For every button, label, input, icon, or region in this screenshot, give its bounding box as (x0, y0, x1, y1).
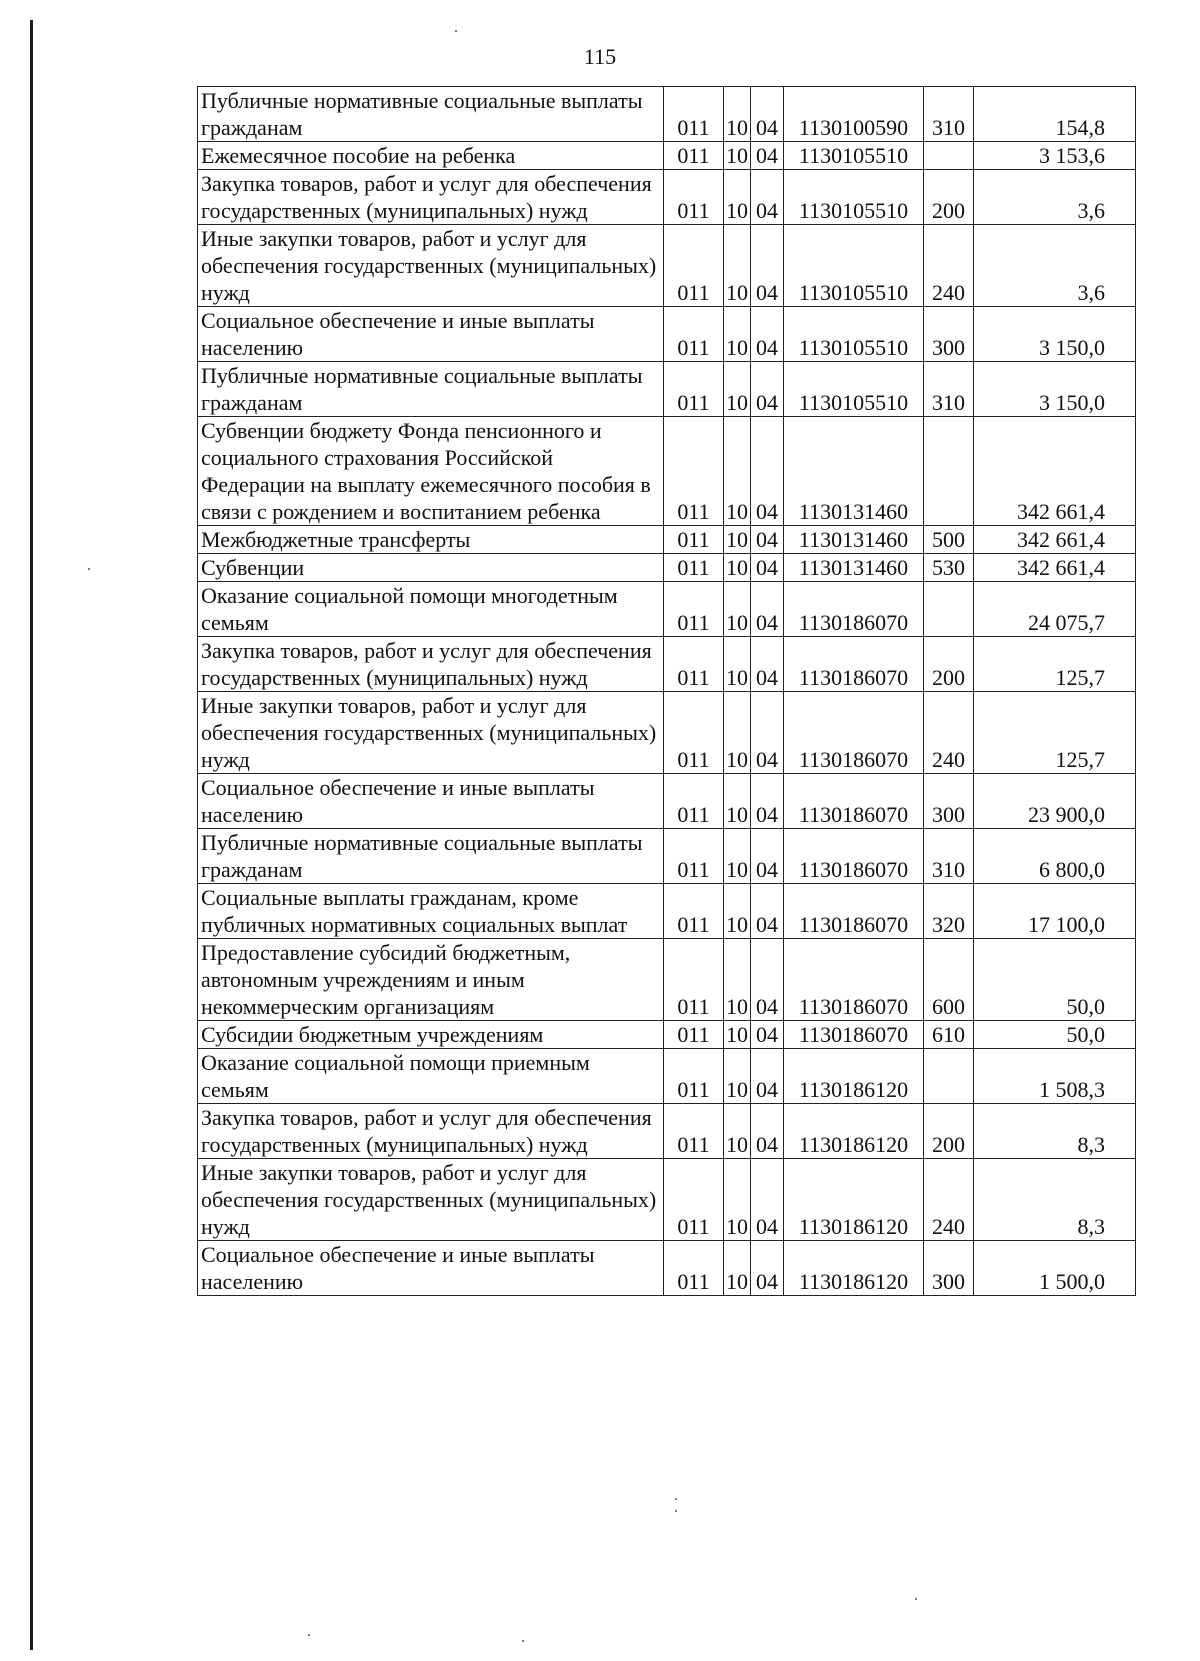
row-expense-type: 310 (924, 829, 974, 884)
row-name: Субвенции (198, 554, 664, 582)
row-target-article: 1130186070 (784, 774, 924, 829)
row-amount: 50,0 (974, 1021, 1136, 1049)
row-name: Закупка товаров, работ и услуг для обеспечения государственных (муниципальных) нужд (198, 637, 664, 692)
scan-speck (675, 1510, 677, 1512)
row-subsection-code: 04 (751, 692, 784, 774)
row-subsection-code: 04 (751, 939, 784, 1021)
row-section-code: 10 (724, 1159, 751, 1241)
row-expense-type: 240 (924, 225, 974, 307)
row-subsection-code: 04 (751, 1049, 784, 1104)
table-row (198, 170, 1136, 225)
row-amount: 3 153,6 (974, 142, 1136, 170)
row-target-article: 1130186070 (784, 637, 924, 692)
table-row (198, 1159, 1136, 1241)
row-name: Оказание социальной помощи многодетным семьям (198, 582, 664, 637)
row-name: Ежемесячное пособие на ребенка (198, 142, 664, 170)
row-expense-type: 500 (924, 526, 974, 554)
row-amount: 154,8 (974, 87, 1136, 142)
row-expense-type (924, 582, 974, 637)
row-amount: 125,7 (974, 692, 1136, 774)
row-expense-type (924, 417, 974, 526)
table-row (198, 939, 1136, 1021)
row-expense-type: 320 (924, 884, 974, 939)
row-subsection-code: 04 (751, 225, 784, 307)
row-ministry-code: 011 (664, 829, 724, 884)
row-section-code: 10 (724, 554, 751, 582)
row-ministry-code: 011 (664, 637, 724, 692)
row-ministry-code: 011 (664, 884, 724, 939)
row-amount: 3 150,0 (974, 362, 1136, 417)
scan-speck (88, 568, 90, 570)
row-name: Социальное обеспечение и иные выплаты населению (198, 1241, 664, 1296)
table-row (198, 637, 1136, 692)
row-expense-type: 610 (924, 1021, 974, 1049)
table-row (198, 417, 1136, 526)
row-amount: 1 500,0 (974, 1241, 1136, 1296)
row-subsection-code: 04 (751, 554, 784, 582)
row-ministry-code: 011 (664, 554, 724, 582)
row-ministry-code: 011 (664, 1021, 724, 1049)
row-amount: 24 075,7 (974, 582, 1136, 637)
row-subsection-code: 04 (751, 307, 784, 362)
row-target-article: 1130186070 (784, 692, 924, 774)
scan-speck (455, 30, 457, 32)
table-row (198, 884, 1136, 939)
row-amount: 125,7 (974, 637, 1136, 692)
row-name: Закупка товаров, работ и услуг для обеспечения государственных (муниципальных) нужд (198, 170, 664, 225)
row-ministry-code: 011 (664, 142, 724, 170)
row-amount: 8,3 (974, 1104, 1136, 1159)
row-expense-type: 300 (924, 307, 974, 362)
row-name: Закупка товаров, работ и услуг для обеспечения государственных (муниципальных) нужд (198, 1104, 664, 1159)
row-section-code: 10 (724, 87, 751, 142)
row-ministry-code: 011 (664, 582, 724, 637)
row-subsection-code: 04 (751, 526, 784, 554)
row-subsection-code: 04 (751, 1021, 784, 1049)
row-ministry-code: 011 (664, 307, 724, 362)
row-expense-type (924, 142, 974, 170)
row-amount: 3 150,0 (974, 307, 1136, 362)
row-expense-type (924, 1049, 974, 1104)
row-amount: 342 661,4 (974, 417, 1136, 526)
row-section-code: 10 (724, 692, 751, 774)
row-section-code: 10 (724, 142, 751, 170)
row-expense-type: 200 (924, 1104, 974, 1159)
table-row (198, 829, 1136, 884)
row-name: Иные закупки товаров, работ и услуг для обеспечения государственных (муниципальных) нужд (198, 225, 664, 307)
row-section-code: 10 (724, 225, 751, 307)
row-section-code: 10 (724, 307, 751, 362)
row-ministry-code: 011 (664, 87, 724, 142)
row-target-article: 1130131460 (784, 526, 924, 554)
row-target-article: 1130186070 (784, 884, 924, 939)
row-amount: 3,6 (974, 225, 1136, 307)
row-expense-type: 310 (924, 87, 974, 142)
scan-speck (308, 1634, 310, 1636)
row-subsection-code: 04 (751, 87, 784, 142)
row-section-code: 10 (724, 637, 751, 692)
row-section-code: 10 (724, 526, 751, 554)
row-subsection-code: 04 (751, 170, 784, 225)
row-amount: 1 508,3 (974, 1049, 1136, 1104)
table-row (198, 526, 1136, 554)
row-amount: 50,0 (974, 939, 1136, 1021)
binding-margin-line (30, 20, 33, 1650)
table-row (198, 307, 1136, 362)
row-subsection-code: 04 (751, 1159, 784, 1241)
row-expense-type: 300 (924, 1241, 974, 1296)
row-amount: 8,3 (974, 1159, 1136, 1241)
scan-speck (915, 1598, 917, 1600)
row-subsection-code: 04 (751, 637, 784, 692)
row-amount: 342 661,4 (974, 554, 1136, 582)
row-expense-type: 240 (924, 692, 974, 774)
row-ministry-code: 011 (664, 170, 724, 225)
row-expense-type: 200 (924, 637, 974, 692)
row-section-code: 10 (724, 1021, 751, 1049)
row-name: Социальное обеспечение и иные выплаты населению (198, 774, 664, 829)
row-subsection-code: 04 (751, 829, 784, 884)
row-target-article: 1130186120 (784, 1241, 924, 1296)
row-name: Социальные выплаты гражданам, кроме публичных нормативных социальных выплат (198, 884, 664, 939)
row-subsection-code: 04 (751, 142, 784, 170)
row-name: Субвенции бюджету Фонда пенсионного и социального страхования Российской Федерации на выплату ежемесячного пособия в связи с рождением и воспитанием ребенка (198, 417, 664, 526)
row-target-article: 1130186120 (784, 1049, 924, 1104)
row-amount: 6 800,0 (974, 829, 1136, 884)
row-name: Иные закупки товаров, работ и услуг для обеспечения государственных (муниципальных) нужд (198, 1159, 664, 1241)
row-section-code: 10 (724, 170, 751, 225)
row-subsection-code: 04 (751, 774, 784, 829)
row-target-article: 1130105510 (784, 142, 924, 170)
table-row (198, 1104, 1136, 1159)
row-target-article: 1130186070 (784, 1021, 924, 1049)
row-subsection-code: 04 (751, 582, 784, 637)
row-expense-type: 200 (924, 170, 974, 225)
row-amount: 23 900,0 (974, 774, 1136, 829)
row-target-article: 1130105510 (784, 307, 924, 362)
row-section-code: 10 (724, 1241, 751, 1296)
table-row (198, 692, 1136, 774)
table-row (198, 1241, 1136, 1296)
row-ministry-code: 011 (664, 417, 724, 526)
row-section-code: 10 (724, 417, 751, 526)
row-name: Публичные нормативные социальные выплаты гражданам (198, 87, 664, 142)
scan-speck (522, 1640, 524, 1642)
row-name: Публичные нормативные социальные выплаты гражданам (198, 362, 664, 417)
row-section-code: 10 (724, 774, 751, 829)
row-expense-type: 310 (924, 362, 974, 417)
row-amount: 17 100,0 (974, 884, 1136, 939)
row-ministry-code: 011 (664, 526, 724, 554)
row-section-code: 10 (724, 1049, 751, 1104)
row-target-article: 1130105510 (784, 170, 924, 225)
row-subsection-code: 04 (751, 417, 784, 526)
row-ministry-code: 011 (664, 692, 724, 774)
row-name: Оказание социальной помощи приемным семьям (198, 1049, 664, 1104)
row-ministry-code: 011 (664, 1159, 724, 1241)
table-row (198, 362, 1136, 417)
row-expense-type: 530 (924, 554, 974, 582)
table-row (198, 1021, 1136, 1049)
row-name: Публичные нормативные социальные выплаты гражданам (198, 829, 664, 884)
row-target-article: 1130131460 (784, 554, 924, 582)
row-ministry-code: 011 (664, 225, 724, 307)
row-ministry-code: 011 (664, 1104, 724, 1159)
row-name: Межбюджетные трансферты (198, 526, 664, 554)
page-number: 115 (583, 44, 617, 69)
row-target-article: 1130100590 (784, 87, 924, 142)
row-ministry-code: 011 (664, 362, 724, 417)
row-ministry-code: 011 (664, 1241, 724, 1296)
row-target-article: 1130186120 (784, 1159, 924, 1241)
row-section-code: 10 (724, 884, 751, 939)
row-ministry-code: 011 (664, 1049, 724, 1104)
row-ministry-code: 011 (664, 939, 724, 1021)
row-ministry-code: 011 (664, 774, 724, 829)
row-section-code: 10 (724, 582, 751, 637)
row-expense-type: 600 (924, 939, 974, 1021)
row-amount: 3,6 (974, 170, 1136, 225)
row-target-article: 1130105510 (784, 225, 924, 307)
row-target-article: 1130186070 (784, 829, 924, 884)
row-name: Иные закупки товаров, работ и услуг для обеспечения государственных (муниципальных) нужд (198, 692, 664, 774)
row-subsection-code: 04 (751, 362, 784, 417)
row-target-article: 1130186070 (784, 582, 924, 637)
table-row (198, 1049, 1136, 1104)
table-row (198, 225, 1136, 307)
row-name: Предоставление субсидий бюджетным, автономным учреждениям и иным некоммерческим организациям (198, 939, 664, 1021)
row-subsection-code: 04 (751, 1241, 784, 1296)
table-row (198, 554, 1136, 582)
row-subsection-code: 04 (751, 1104, 784, 1159)
row-section-code: 10 (724, 1104, 751, 1159)
row-section-code: 10 (724, 362, 751, 417)
row-expense-type: 240 (924, 1159, 974, 1241)
scan-speck (675, 1498, 677, 1500)
row-name: Социальное обеспечение и иные выплаты населению (198, 307, 664, 362)
row-target-article: 1130105510 (784, 362, 924, 417)
row-target-article: 1130186120 (784, 1104, 924, 1159)
row-section-code: 10 (724, 939, 751, 1021)
row-subsection-code: 04 (751, 884, 784, 939)
table-row (198, 774, 1136, 829)
table-row (198, 87, 1136, 142)
row-target-article: 1130186070 (784, 939, 924, 1021)
table-row (198, 582, 1136, 637)
table-row (198, 142, 1136, 170)
row-expense-type: 300 (924, 774, 974, 829)
table-body (198, 87, 1136, 1296)
row-target-article: 1130131460 (784, 417, 924, 526)
row-amount: 342 661,4 (974, 526, 1136, 554)
row-section-code: 10 (724, 829, 751, 884)
budget-table (197, 86, 1136, 1296)
row-name: Субсидии бюджетным учреждениям (198, 1021, 664, 1049)
